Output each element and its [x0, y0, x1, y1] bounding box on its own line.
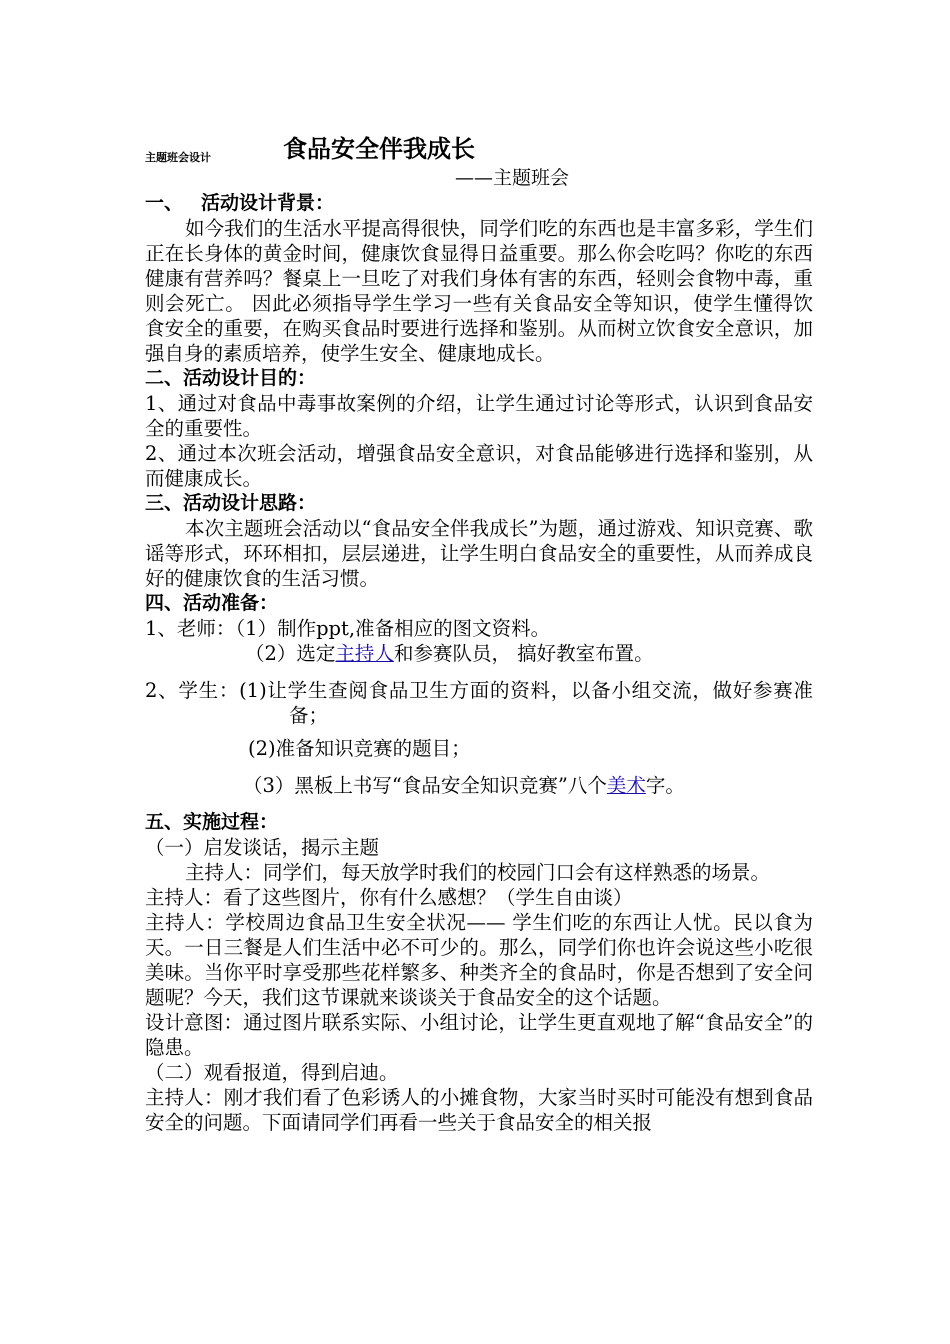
section-2-item-1: 1、通过对食品中毒事故案例的介绍，让学生通过讨论等形式，认识到食品安全的重要性。 [145, 392, 813, 440]
section-3-paragraph: 本次主题班会活动以“食品安全伴我成长”为题，通过游戏、知识竞赛、歌谣等形式，环环相扣，层层递进，让学生明白食品安全的重要性，从而养成良好的健康饮食的生活习惯。 [145, 517, 813, 590]
subtitle: ——主题班会 [455, 167, 570, 189]
host-link[interactable]: 主持人 [335, 642, 394, 665]
section-1-heading [145, 191, 813, 216]
subsection-1-title: （一）启发谈话，揭示主题 [145, 836, 380, 859]
section-1-paragraph: 如今我们的生活水平提高得很快，同学们吃的东西也是丰富多彩，学生们正在长身体的黄金时间，健康饮食显得日益重要。那么你会吃吗？你吃的东西健康有营养吗？餐桌上一旦吃了对我们身体有害的东西，轻则会食物中毒，重则会死亡。 因此必须指导学生学习一些有关食品安全等知识，使学生懂得饮食安全的重要，在购买食品时要进行选择和鉴别。从而树立饮食安全意识，加强自身的素质培养，使学生安全、健康地成长。 [145, 217, 813, 365]
student-prep-3-post: 字。 [645, 774, 685, 797]
section-1-number: 一、 [145, 192, 184, 214]
section-2-heading: 二、活动设计目的： [145, 367, 317, 389]
teacher-prep-2 [145, 641, 813, 666]
document-body [145, 134, 813, 1135]
design-intent: 设计意图：通过图片联系实际、小组讨论，让学生更直观地了解“食品安全”的隐患。 [145, 1011, 813, 1059]
title-row [145, 134, 813, 166]
student-prep-3-pre: （3）黑板上书写“食品安全知识竞赛”八个 [243, 774, 607, 797]
subsection-2-title: （二）观看报道，得到启迪。 [145, 1061, 399, 1084]
teacher-prep-2-pre: （2）选定 [245, 642, 336, 665]
doc-label: 主题班会设计 [145, 151, 211, 164]
student-prep-1: 2、学生：(1)让学生查阅食品卫生方面的资料，以备小组交流，做好参赛准备； [145, 679, 813, 727]
art-link[interactable]: 美术 [606, 774, 646, 797]
student-prep-2: (2)准备知识竞赛的题目； [248, 737, 471, 760]
host-line-4: 主持人：刚才我们看了色彩诱人的小摊食物，大家当时买时可能没有想到食品安全的问题。下面请同学们再看一些关于食品安全的相关报 [145, 1086, 813, 1134]
host-line-2: 主持人：看了这些图片，你有什么感想？（学生自由谈） [145, 886, 633, 909]
host-line-1: 主持人：同学们，每天放学时我们的校园门口会有这样熟悉的场景。 [185, 861, 771, 884]
section-1-title: 活动设计背景： [201, 192, 335, 214]
section-4-heading: 四、活动准备： [145, 592, 279, 614]
host-line-3: 主持人：学校周边食品卫生安全状况—— 学生们吃的东西让人忧。民以食为天。一日三餐是人们生活中必不可少的。那么，同学们你也许会说这些小吃很美味。当你平时享受那些花样繁多、种类齐全的食品时，你是否想到了安全问题呢？今天，我们这节课就来谈谈关于食品安全的这个话题。 [145, 911, 813, 1009]
section-2-item-2: 2、通过本次班会活动，增强食品安全意识，对食品能够进行选择和鉴别，从而健康成长。 [145, 442, 813, 490]
teacher-prep-2-post: 和参赛队员， 搞好教室布置。 [393, 642, 654, 665]
section-3-heading: 三、活动设计思路： [145, 492, 317, 514]
student-prep-3 [145, 773, 813, 798]
page-title: 食品安全伴我成长 [283, 135, 475, 163]
teacher-prep-1: 1、老师：（1）制作ppt,准备相应的图文资料。 [145, 617, 551, 640]
section-5-heading: 五、实施过程： [145, 811, 279, 833]
